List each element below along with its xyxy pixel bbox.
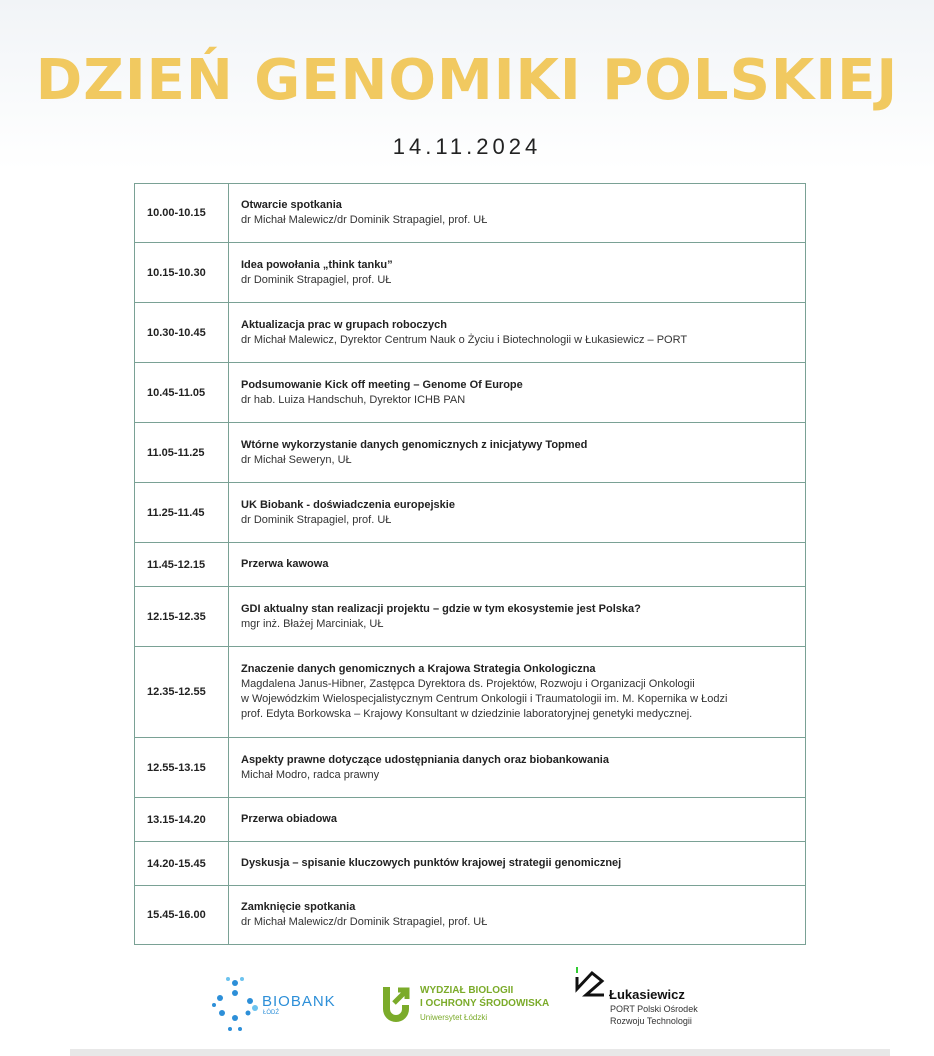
- agenda-speaker: prof. Edyta Borkowska – Krajowy Konsultant w dziedzinie laboratoryjnej genetyki medycznej.: [241, 708, 693, 720]
- agenda-time: 14.20-15.45: [135, 842, 229, 886]
- agenda-description: [229, 647, 806, 738]
- agenda-time: 11.45-12.15: [135, 543, 229, 587]
- agenda-speaker: dr Michał Malewicz/dr Dominik Strapagiel, prof. UŁ: [241, 214, 488, 226]
- lukasiewicz-mark-icon: [574, 967, 608, 999]
- lukasiewicz-line2: Rozwoju Technologii: [610, 1016, 692, 1026]
- agenda-title: Przerwa kawowa: [241, 558, 329, 570]
- agenda-row: [135, 423, 806, 483]
- agenda-row: [135, 483, 806, 543]
- wydzial-line1: WYDZIAŁ BIOLOGII: [420, 985, 514, 996]
- lukasiewicz-logo: [574, 967, 724, 1032]
- arrow-logo-icon: [380, 985, 412, 1025]
- agenda-description: [229, 842, 806, 886]
- agenda-title: Znaczenie danych genomicznych a Krajowa Strategia Onkologiczna: [241, 663, 596, 675]
- agenda-row: [135, 647, 806, 738]
- agenda-title: Otwarcie spotkania: [241, 199, 342, 211]
- event-date: 14.11.2024: [392, 134, 542, 159]
- agenda-description: [229, 798, 806, 842]
- partner-logos: [0, 965, 934, 1035]
- agenda-row: [135, 842, 806, 886]
- agenda-speaker: Michał Modro, radca prawny: [241, 768, 380, 781]
- agenda-time: 10.30-10.45: [135, 303, 229, 363]
- agenda-row: [135, 363, 806, 423]
- agenda-time: 12.55-13.15: [135, 738, 229, 798]
- agenda-title: Dyskusja – spisanie kluczowych punktów krajowej strategii genomicznej: [241, 857, 622, 869]
- agenda-title: Aktualizacja prac w grupach roboczych: [241, 318, 448, 331]
- agenda-speaker: Magdalena Janus-Hibner, Zastępca Dyrektora ds. Projektów, Rozwoju i Organizacji Onkologii: [241, 678, 695, 690]
- agenda-speaker: dr Michał Seweryn, UŁ: [241, 453, 352, 466]
- agenda-description: [229, 184, 806, 243]
- agenda-title: Przerwa obiadowa: [241, 813, 337, 825]
- agenda-description: [229, 483, 806, 543]
- footer-bar: [70, 1049, 890, 1056]
- agenda-time: 15.45-16.00: [135, 886, 229, 945]
- agenda-description: [229, 587, 806, 647]
- agenda-row: [135, 798, 806, 842]
- agenda-title: Idea powołania „think tanku”: [241, 258, 393, 271]
- biobank-logo: [210, 973, 350, 1033]
- agenda-title: Aspekty prawne dotyczące udostępniania danych oraz biobankowania: [241, 753, 609, 766]
- agenda-time: 12.35-12.55: [135, 647, 229, 738]
- agenda-time: 10.00-10.15: [135, 184, 229, 243]
- agenda-time: 11.25-11.45: [135, 483, 229, 543]
- agenda-description: [229, 303, 806, 363]
- agenda-description: [229, 738, 806, 798]
- biobank-sub: ŁÓDŹ: [263, 1010, 280, 1016]
- agenda-row: [135, 543, 806, 587]
- agenda-time: 10.15-10.30: [135, 243, 229, 303]
- molecule-icon: [210, 973, 260, 1033]
- lukasiewicz-line1: PORT Polski Ośrodek: [610, 1004, 698, 1014]
- agenda-description: [229, 423, 806, 483]
- agenda-row: [135, 587, 806, 647]
- agenda-row: [135, 184, 806, 243]
- agenda-row: [135, 303, 806, 363]
- agenda-time: 12.15-12.35: [135, 587, 229, 647]
- agenda-speaker: dr hab. Luiza Handschuh, Dyrektor ICHB PAN: [241, 393, 466, 406]
- agenda-title: Podsumowanie Kick off meeting – Genome Of Europe: [241, 378, 523, 391]
- agenda-speaker: mgr inż. Błażej Marciniak, UŁ: [241, 617, 384, 630]
- agenda-table: [134, 183, 806, 945]
- agenda-description: [229, 243, 806, 303]
- lukasiewicz-name: Łukasiewicz: [609, 987, 685, 1002]
- agenda-description: [229, 886, 806, 945]
- agenda-title: Wtórne wykorzystanie danych genomicznych z inicjatywy Topmed: [241, 438, 588, 451]
- agenda-time: 11.05-11.25: [135, 423, 229, 483]
- page-title: DZIEŃ GENOMIKI POLSKIEJ: [35, 48, 899, 113]
- agenda-speaker: w Wojewódzkim Wielospecjalistycznym Centrum Onkologii i Traumatologii im. M. Kopernika w Łodzi: [241, 693, 728, 705]
- agenda-title: UK Biobank - doświadczenia europejskie: [241, 498, 455, 511]
- agenda-speaker: dr Dominik Strapagiel, prof. UŁ: [241, 513, 392, 526]
- wydzial-line2: I OCHRONY ŚRODOWISKA: [420, 998, 550, 1009]
- agenda-row: [135, 243, 806, 303]
- wydzial-sub: Uniwersytet Łódzki: [420, 1013, 488, 1022]
- agenda-time: 13.15-14.20: [135, 798, 229, 842]
- agenda-row: [135, 738, 806, 798]
- wydzial-logo: [380, 985, 560, 1030]
- agenda-time: 10.45-11.05: [135, 363, 229, 423]
- agenda-description: [229, 363, 806, 423]
- biobank-name: BIOBANK: [262, 993, 336, 1010]
- agenda-title: GDI aktualny stan realizacji projektu – gdzie w tym ekosystemie jest Polska?: [241, 602, 641, 615]
- agenda-row: [135, 886, 806, 945]
- agenda-description: [229, 543, 806, 587]
- agenda-speaker: dr Michał Malewicz, Dyrektor Centrum Nauk o Życiu i Biotechnologii w Łukasiewicz – PORT: [241, 333, 688, 346]
- agenda-title: Zamknięcie spotkania: [241, 901, 356, 913]
- agenda-speaker: dr Dominik Strapagiel, prof. UŁ: [241, 273, 392, 286]
- agenda-speaker: dr Michał Malewicz/dr Dominik Strapagiel, prof. UŁ: [241, 916, 488, 928]
